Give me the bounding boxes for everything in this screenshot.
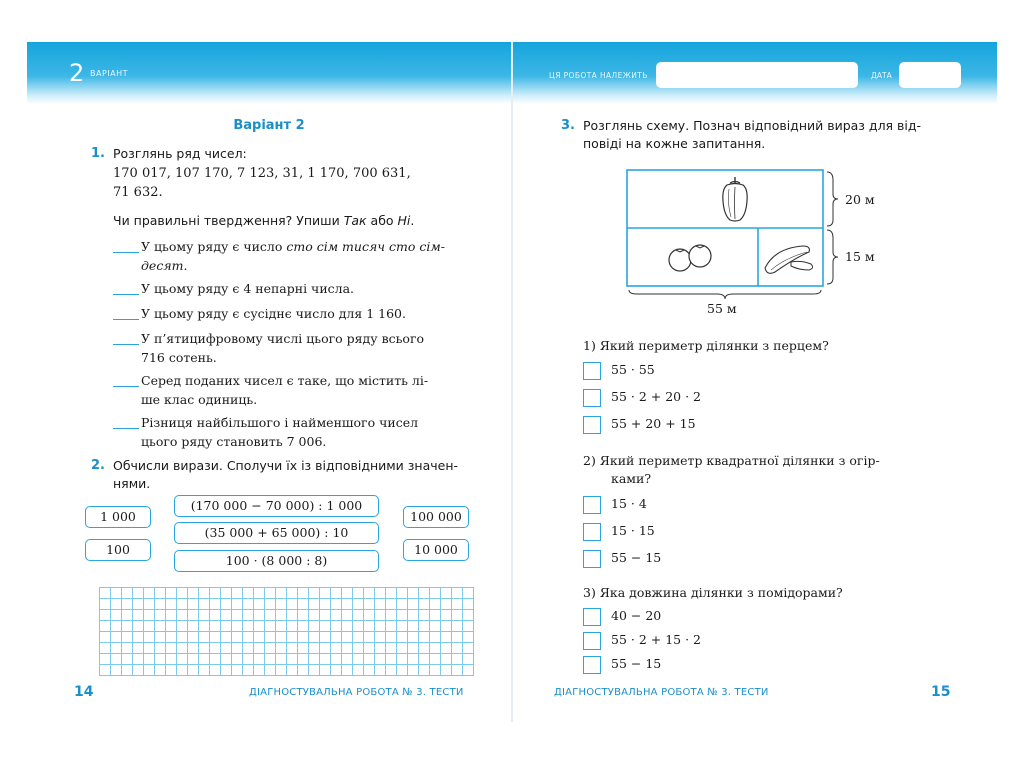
page-number-left: 14 (74, 684, 94, 700)
dimension-55m: 55 м (707, 301, 737, 316)
value-box-100000[interactable]: 100 000 (403, 506, 469, 528)
statement-2: У цьому ряду є 4 непарні числа. (141, 281, 355, 296)
question-text-mid: або (366, 213, 398, 228)
number-row-line2: 71 632. (113, 185, 163, 200)
task-3-instruction (583, 117, 921, 153)
dimension-15m: 15 м (845, 249, 875, 264)
value-box-10000[interactable]: 10 000 (403, 539, 469, 561)
question-text-end: . (410, 213, 415, 228)
question-3: 3) Яка довжина ділянки з помідорами? (583, 585, 843, 600)
answer-blank-4[interactable] (113, 344, 139, 345)
statement-1-end: . (183, 258, 188, 273)
question-2 (583, 452, 953, 488)
footer-right: ДІАГНОСТУВАЛЬНА РОБОТА № 3. ТЕСТИ (554, 687, 769, 698)
squared-grid (99, 587, 474, 676)
answer-blank-1[interactable] (113, 252, 139, 253)
pepper-icon (718, 175, 752, 223)
variant-word: ВАРІАНТ (90, 69, 129, 78)
answer-blank-5[interactable] (113, 386, 139, 387)
value-box-1000[interactable]: 1 000 (85, 506, 151, 528)
variant-number: 2 (69, 59, 85, 87)
word-yes: Так (343, 213, 367, 228)
statement-4-text: У п’ятицифровому числі цього ряду всього (141, 331, 425, 346)
checkbox-q2-b[interactable] (583, 523, 601, 541)
statement-1 (141, 237, 476, 275)
statement-5-text: Серед поданих чисел є таке, що містить лі- (141, 373, 429, 388)
book-spread (27, 42, 997, 722)
expression-box-2[interactable]: (35 000 + 65 000) : 10 (174, 522, 379, 544)
statement-5 (141, 371, 476, 409)
left-page (27, 42, 511, 722)
checkbox-q3-c[interactable] (583, 656, 601, 674)
footer-left: ДІАГНОСТУВАЛЬНА РОБОТА № 3. ТЕСТИ (249, 687, 464, 698)
statement-4-text-2: 716 сотень. (141, 350, 217, 365)
cucumbers-icon (761, 240, 817, 276)
value-box-100[interactable]: 100 (85, 539, 151, 561)
header-band-right (513, 42, 997, 104)
option-q1-b: 55 · 2 + 20 · 2 (611, 389, 701, 404)
option-q2-c: 55 − 15 (611, 550, 662, 565)
task-2-instruction (113, 457, 458, 493)
checkbox-q1-a[interactable] (583, 362, 601, 380)
page-number-right: 15 (931, 684, 951, 700)
statement-1-italic: сто сім тисяч сто сім- (286, 239, 445, 254)
word-no: Ні (397, 213, 411, 228)
task-2-instruction-line2: нями. (113, 476, 151, 491)
option-q3-b: 55 · 2 + 15 · 2 (611, 632, 701, 647)
expression-box-3[interactable]: 100 · (8 000 : 8) (174, 550, 379, 572)
dimension-20m: 20 м (845, 192, 875, 207)
task-2-number: 2. (91, 458, 105, 473)
option-q3-c: 55 − 15 (611, 656, 662, 671)
header-band-left (27, 42, 511, 104)
option-q2-a: 15 · 4 (611, 496, 647, 511)
question-1: 1) Який периметр ділянки з перцем? (583, 338, 829, 353)
owner-name-field[interactable] (656, 62, 858, 88)
question-2-line1: 2) Який периметр квадратної ділянки з огір- (583, 453, 880, 468)
statement-3: У цьому ряду є сусіднє число для 1 160. (141, 306, 406, 321)
answer-blank-6[interactable] (113, 428, 139, 429)
checkbox-q2-c[interactable] (583, 550, 601, 568)
answer-blank-2[interactable] (113, 294, 139, 295)
checkbox-q1-c[interactable] (583, 416, 601, 434)
option-q2-b: 15 · 15 (611, 523, 655, 538)
statement-6-text-2: цього ряду становить 7 006. (141, 434, 327, 449)
option-q1-c: 55 + 20 + 15 (611, 416, 696, 431)
task-1-number: 1. (91, 146, 105, 161)
statement-1-text: У цьому ряду є число (141, 239, 287, 254)
task-3-number: 3. (561, 118, 575, 133)
date-label: ДАТА (871, 71, 892, 80)
page-title: Варіант 2 (233, 118, 305, 133)
statement-6-text: Різниця найбільшого і найменшого чисел (141, 415, 419, 430)
question-text: Чи правильні твердження? Упиши (113, 213, 344, 228)
task-3-instruction-line2: повіді на кожне запитання. (583, 136, 766, 151)
checkbox-q1-b[interactable] (583, 389, 601, 407)
answer-blank-3[interactable] (113, 319, 139, 320)
task-3-instruction-line1: Розглянь схему. Познач відповідний вираз для від- (583, 118, 922, 133)
date-field[interactable] (899, 62, 961, 88)
question-2-line2: ками? (611, 471, 652, 486)
task-1-instruction: Розглянь ряд чисел: (113, 146, 247, 161)
task-1-question (113, 212, 414, 230)
statement-5-text-2: ше клас одиниць. (141, 392, 258, 407)
owner-label: ЦЯ РОБОТА НАЛЕЖИТЬ (549, 71, 648, 80)
expression-box-1[interactable]: (170 000 − 70 000) : 1 000 (174, 495, 379, 517)
tomatoes-icon (663, 240, 719, 274)
statement-4 (141, 329, 476, 367)
checkbox-q2-a[interactable] (583, 496, 601, 514)
right-page (513, 42, 997, 722)
checkbox-q3-b[interactable] (583, 632, 601, 650)
option-q3-a: 40 − 20 (611, 608, 662, 623)
option-q1-a: 55 · 55 (611, 362, 655, 377)
task-2-instruction-line1: Обчисли вирази. Сполучи їх із відповідними значен- (113, 458, 459, 473)
statement-6 (141, 413, 476, 451)
number-row-line1: 170 017, 107 170, 7 123, 31, 1 170, 700 631, (113, 166, 411, 181)
checkbox-q3-a[interactable] (583, 608, 601, 626)
statement-1-italic-2: десят (141, 258, 184, 273)
